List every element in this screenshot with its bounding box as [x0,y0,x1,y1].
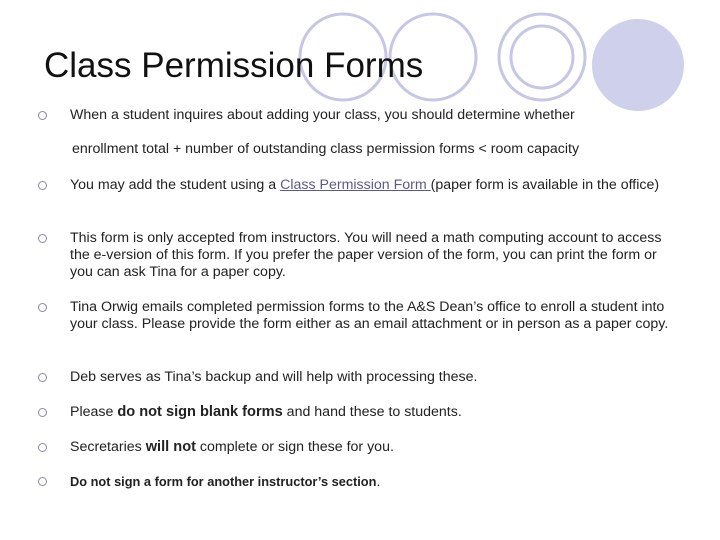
bullet-item-1 [70,107,670,124]
bullet-icon [38,234,47,243]
bullet-text-post: (paper form is available in the office) [430,177,660,193]
capacity-formula: enrollment total + number of outstanding class permission forms < room capacity [72,141,580,157]
bullet-icon [38,303,47,312]
bullet-text: Deb serves as Tina’s backup and will help with processing these. [70,369,478,385]
bullet-text-pre: Secretaries [70,439,146,455]
bullet-icon [38,408,47,417]
bullet-text-post: complete or sign these for you. [195,439,394,455]
bullet-item-5 [70,369,670,386]
class-permission-form-link[interactable]: Class Permission Form [280,177,431,193]
deco-circle-4 [511,26,573,88]
bullet-text-bold: do not sign blank forms [117,404,283,420]
bullet-text-pre: Please [70,404,118,420]
bullet-text-post: . [376,474,381,490]
bullet-item-4 [70,299,670,333]
bullet-item-3 [70,230,670,281]
bullet-text: This form is only accepted from instructors. You will need a math computing account to access the e-version of this form. If you prefer the paper version of the form, you can print the form or you can ask Tina for a paper copy. [70,230,662,280]
bullet-item-8 [70,473,670,491]
bullet-item-2 [70,177,670,194]
deco-circle-5 [592,19,684,111]
bullet-text-pre: You may add the student using a [70,177,281,193]
bullet-text: Tina Orwig emails completed permission forms to the A&S Dean’s office to enroll a student into your class. Please provide the form either as an email attachment or in person as a paper copy. [70,299,669,332]
slide-title: Class Permission Forms [44,46,424,85]
bullet-icon [38,373,47,382]
bullet-text-post: and hand these to students. [282,404,462,420]
bullet-item-7 [70,439,670,456]
bullet-icon [38,443,47,452]
bullet-text: When a student inquires about adding your class, you should determine whether [70,107,575,123]
bullet-icon [38,111,47,120]
bullet-text-bold: Do not sign a form for another instructor’s section [70,474,377,489]
bullet-item-6 [70,404,670,421]
bullet-icon [38,181,47,190]
bullet-icon [38,477,47,486]
bullet-text-bold: will not [145,439,196,455]
